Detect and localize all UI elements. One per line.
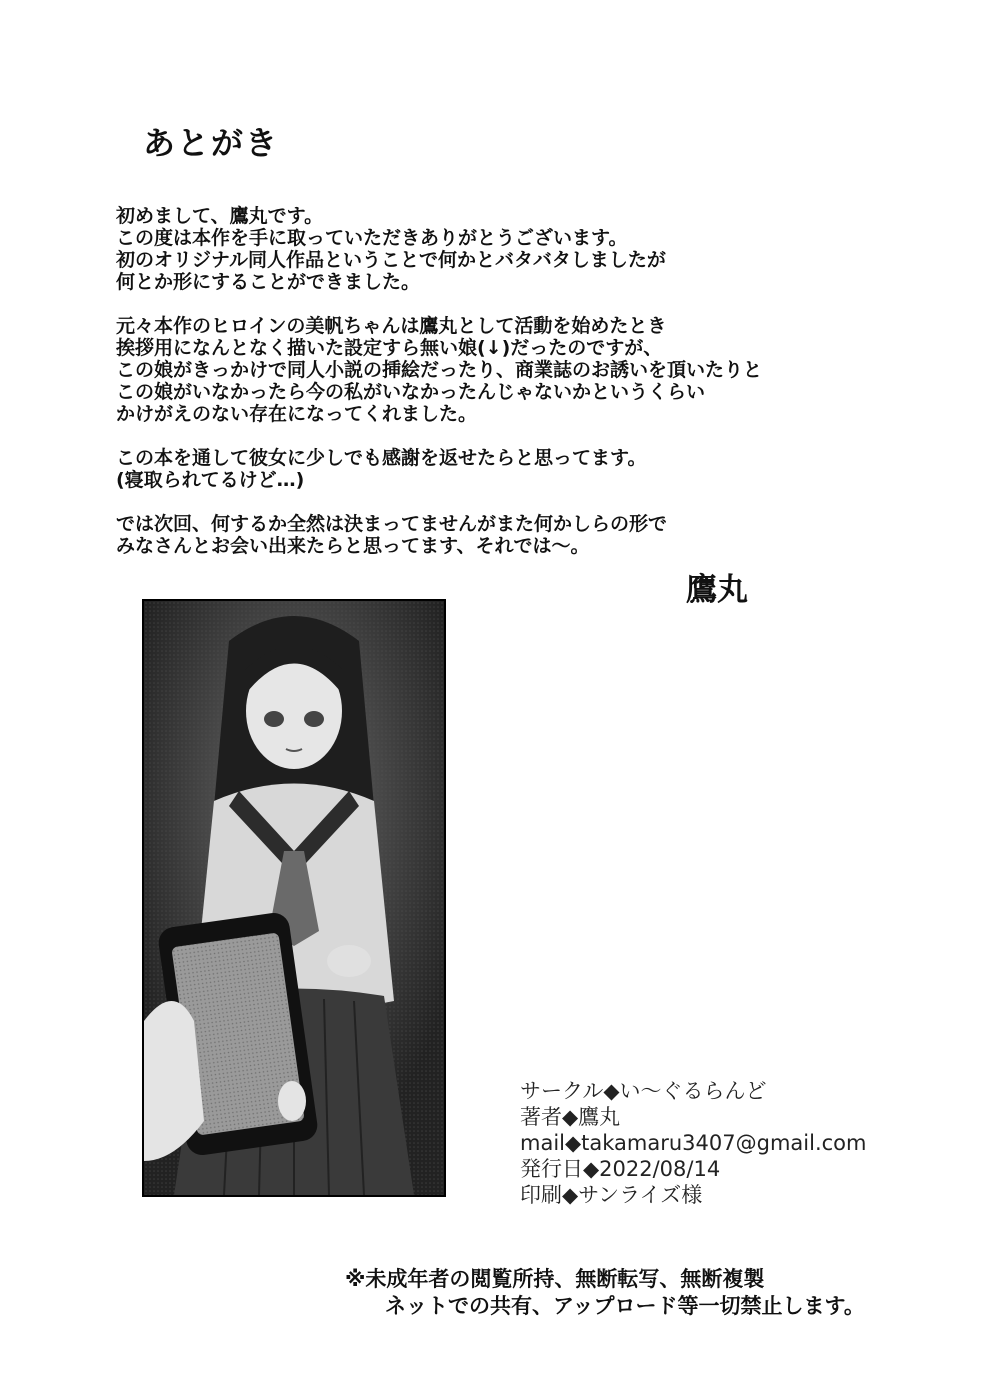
heroine-illustration: [142, 599, 446, 1197]
text-line: この娘がきっかけで同人小説の挿絵だったり、商業誌のお誘いを頂いたりと: [116, 359, 763, 381]
copyright-notice: [345, 1266, 865, 1320]
text-line: 挨拶用になんとなく描いた設定すら無い娘(↓)だったのですが、: [116, 337, 663, 359]
colophon: [520, 1078, 866, 1208]
text-line: 初のオリジナル同人作品ということで何かとバタバタしましたが: [116, 249, 666, 271]
author-signature: 鷹丸: [686, 572, 748, 608]
text-line: 何とか形にすることができました。: [116, 271, 421, 293]
afterword-body: [116, 205, 876, 579]
author-name: 著者◆鷹丸: [520, 1105, 621, 1129]
text-line: (寝取られてるけど…): [116, 469, 305, 491]
text-line: 初めまして、鷹丸です。: [116, 205, 324, 227]
right-eye: [304, 711, 324, 727]
text-line: この度は本作を手に取っていただきありがとうございます。: [116, 227, 628, 249]
paragraph-thanks: [116, 447, 876, 491]
printer-name: 印刷◆サンライズ様: [520, 1183, 703, 1207]
text-line: この本を通して彼女に少しでも感謝を返せたらと思ってます。: [116, 447, 647, 469]
text-line: かけがえのない存在になってくれました。: [116, 403, 478, 425]
page-title: あとがき: [143, 124, 280, 162]
thumb-shape: [278, 1081, 306, 1121]
contact-email: mail◆takamaru3407@gmail.com: [520, 1131, 867, 1155]
circle-name: サークル◆い〜ぐるらんど: [520, 1079, 767, 1103]
text-line: みなさんとお会い出来たらと思ってます、それでは〜。: [116, 535, 590, 557]
text-line: では次回、何するか全然は決まってませんがまた何かしらの形で: [116, 513, 668, 535]
paragraph-intro: [116, 205, 876, 293]
notice-line: ※未成年者の閲覧所持、無断転写、無断複製: [345, 1267, 765, 1291]
illustration-art: [144, 601, 444, 1195]
text-line: この娘がいなかったら今の私がいなかったんじゃないかというくらい: [116, 381, 706, 403]
publish-date: 発行日◆2022/08/14: [520, 1157, 721, 1181]
hands-shape: [327, 945, 371, 977]
text-line: 元々本作のヒロインの美帆ちゃんは鷹丸として活動を始めたとき: [116, 315, 667, 337]
paragraph-heroine: [116, 315, 876, 425]
paragraph-closing: [116, 513, 876, 557]
notice-line: ネットでの共有、アップロード等一切禁止します。: [385, 1294, 865, 1318]
left-eye: [264, 711, 284, 727]
